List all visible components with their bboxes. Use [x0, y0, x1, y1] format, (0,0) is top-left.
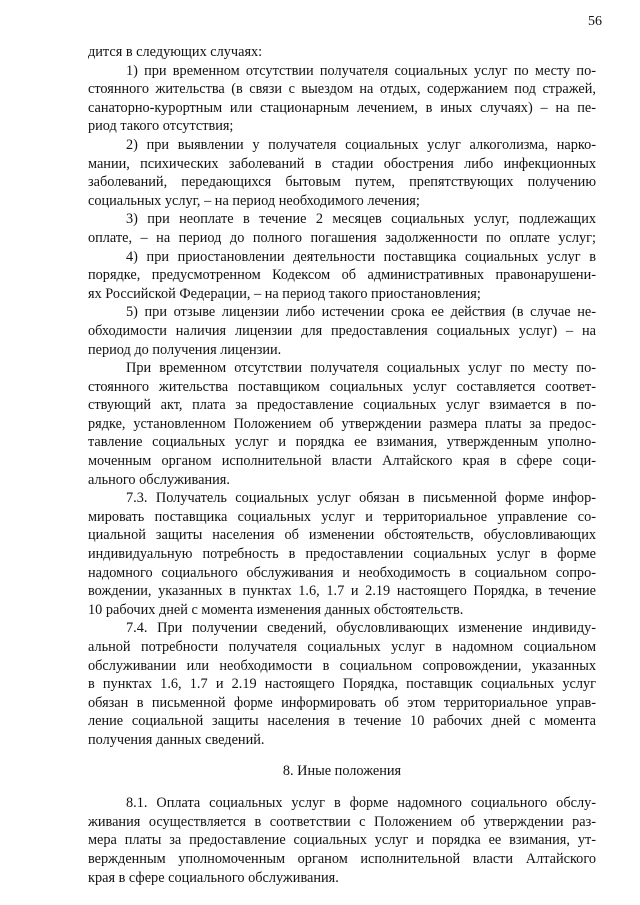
text-line: тавление социальных услуг и порядка ее взимания, утвержденным уполно-	[88, 434, 596, 451]
text-line: вождении, указанных в пунктах 1.6, 1.7 и 2.19 настоящего Порядка, в течение	[88, 583, 596, 600]
page-number: 56	[588, 14, 602, 29]
text-block-section-7	[88, 43, 596, 750]
text-line: получения данных сведений.	[88, 731, 265, 748]
text-line: 7.4. При получении сведений, обусловливающих изменение индивиду-	[126, 620, 596, 637]
text-line: социальных услуг, – на период необходимого лечения;	[88, 192, 420, 209]
text-line: ального обслуживания.	[88, 471, 230, 488]
text-line: 5) при отзыве лицензии либо истечении срока ее действия (в случае не-	[126, 304, 596, 321]
text-line: края в сфере социального обслуживания.	[88, 869, 339, 886]
text-line: надомного социального обслуживания и необходимость в социальном сопро-	[88, 564, 596, 581]
text-line: 2) при выявлении у получателя социальных услуг алкоголизма, нарко-	[126, 136, 596, 153]
text-line: мера платы за предоставление социальных услуг и порядка ее взимания, ут-	[88, 832, 596, 849]
text-line: альной потребности получателя социальных услуг в надомном социальном	[88, 639, 596, 655]
text-line: моченным органом исполнительной власти Алтайского края в сфере соци-	[88, 453, 596, 470]
text-line: дится в следующих случаях:	[88, 44, 263, 60]
text-line: 8.1. Оплата социальных услуг в форме надомного социального обслу-	[126, 795, 596, 812]
text-block-section-8	[88, 794, 596, 887]
text-line: мировать поставщика социальных услуг и территориальное управление со-	[88, 508, 596, 525]
text-line: обходимости наличия лицензии для предоставления социальных услуг) – на	[88, 322, 596, 339]
text-line: мании, психических заболеваний в стадии обострения либо инфекционных	[88, 155, 596, 172]
section-heading: 8. Иные положения	[282, 762, 402, 779]
text-line: циальной защиты населения об изменении обстоятельств, обусловливающих	[88, 527, 596, 544]
text-line: ях Российской Федерации, – на период такого приостановления;	[88, 285, 481, 302]
text-line: 4) при приостановлении деятельности поставщика социальных услуг в	[126, 248, 596, 265]
text-line: ление социальной защиты населения в течение 10 рабочих дней с момента	[88, 713, 596, 730]
text-line: порядке, предусмотренном Кодексом об административных правонарушени-	[88, 267, 596, 284]
text-line: оплате, – на период до полного погашения задолженности по оплате услуг;	[88, 229, 596, 246]
text-line: риод такого отсутствия;	[88, 118, 234, 135]
text-line: период до получения лицензии.	[88, 341, 282, 358]
text-line: 3) при неоплате в течение 2 месяцев социальных услуг, подлежащих	[126, 211, 596, 228]
text-line: ствующий акт, плата за предоставление социальных услуг взимается в по-	[88, 397, 596, 414]
text-line: 7.3. Получатель социальных услуг обязан в письменной форме инфор-	[126, 490, 596, 507]
text-line: заболеваний, передающихся бытовым путем, препятствующих получению	[88, 174, 596, 191]
body-text	[88, 43, 596, 887]
text-line: в пунктах 1.6, 1.7 и 2.19 настоящего Порядка, поставщик социальных услуг	[88, 676, 596, 693]
text-line: обслуживании или необходимости в социальном сопровождении, указанных	[88, 657, 596, 674]
text-line: рядке, установленном Положением об утверждении размера платы за предос-	[88, 415, 596, 432]
text-line: При временном отсутствии получателя социальных услуг по месту по-	[126, 360, 596, 377]
text-line: индивидуальную потребность в предоставлении социальных услуг в форме	[88, 546, 596, 563]
text-line: живания осуществляется в соответствии с Положением об утверждении раз-	[88, 813, 596, 830]
text-line: обязан в письменной форме информировать об этом территориальное управ-	[88, 694, 596, 711]
text-line: стоянного жительства (в связи с выездом на отдых, содержанием под стражей,	[88, 81, 596, 98]
text-line: санаторно-курортным или стационарным лечением, в иных случаях) – на пе-	[88, 99, 596, 116]
text-line: вержденным уполномоченным органом исполнительной власти Алтайского	[88, 850, 596, 867]
text-line: 1) при временном отсутствии получателя социальных услуг по месту по-	[126, 62, 596, 79]
text-line: стоянного жительства поставщиком социальных услуг составляется соответ-	[88, 378, 596, 395]
text-line: 10 рабочих дней с момента изменения данных обстоятельств.	[88, 601, 464, 618]
